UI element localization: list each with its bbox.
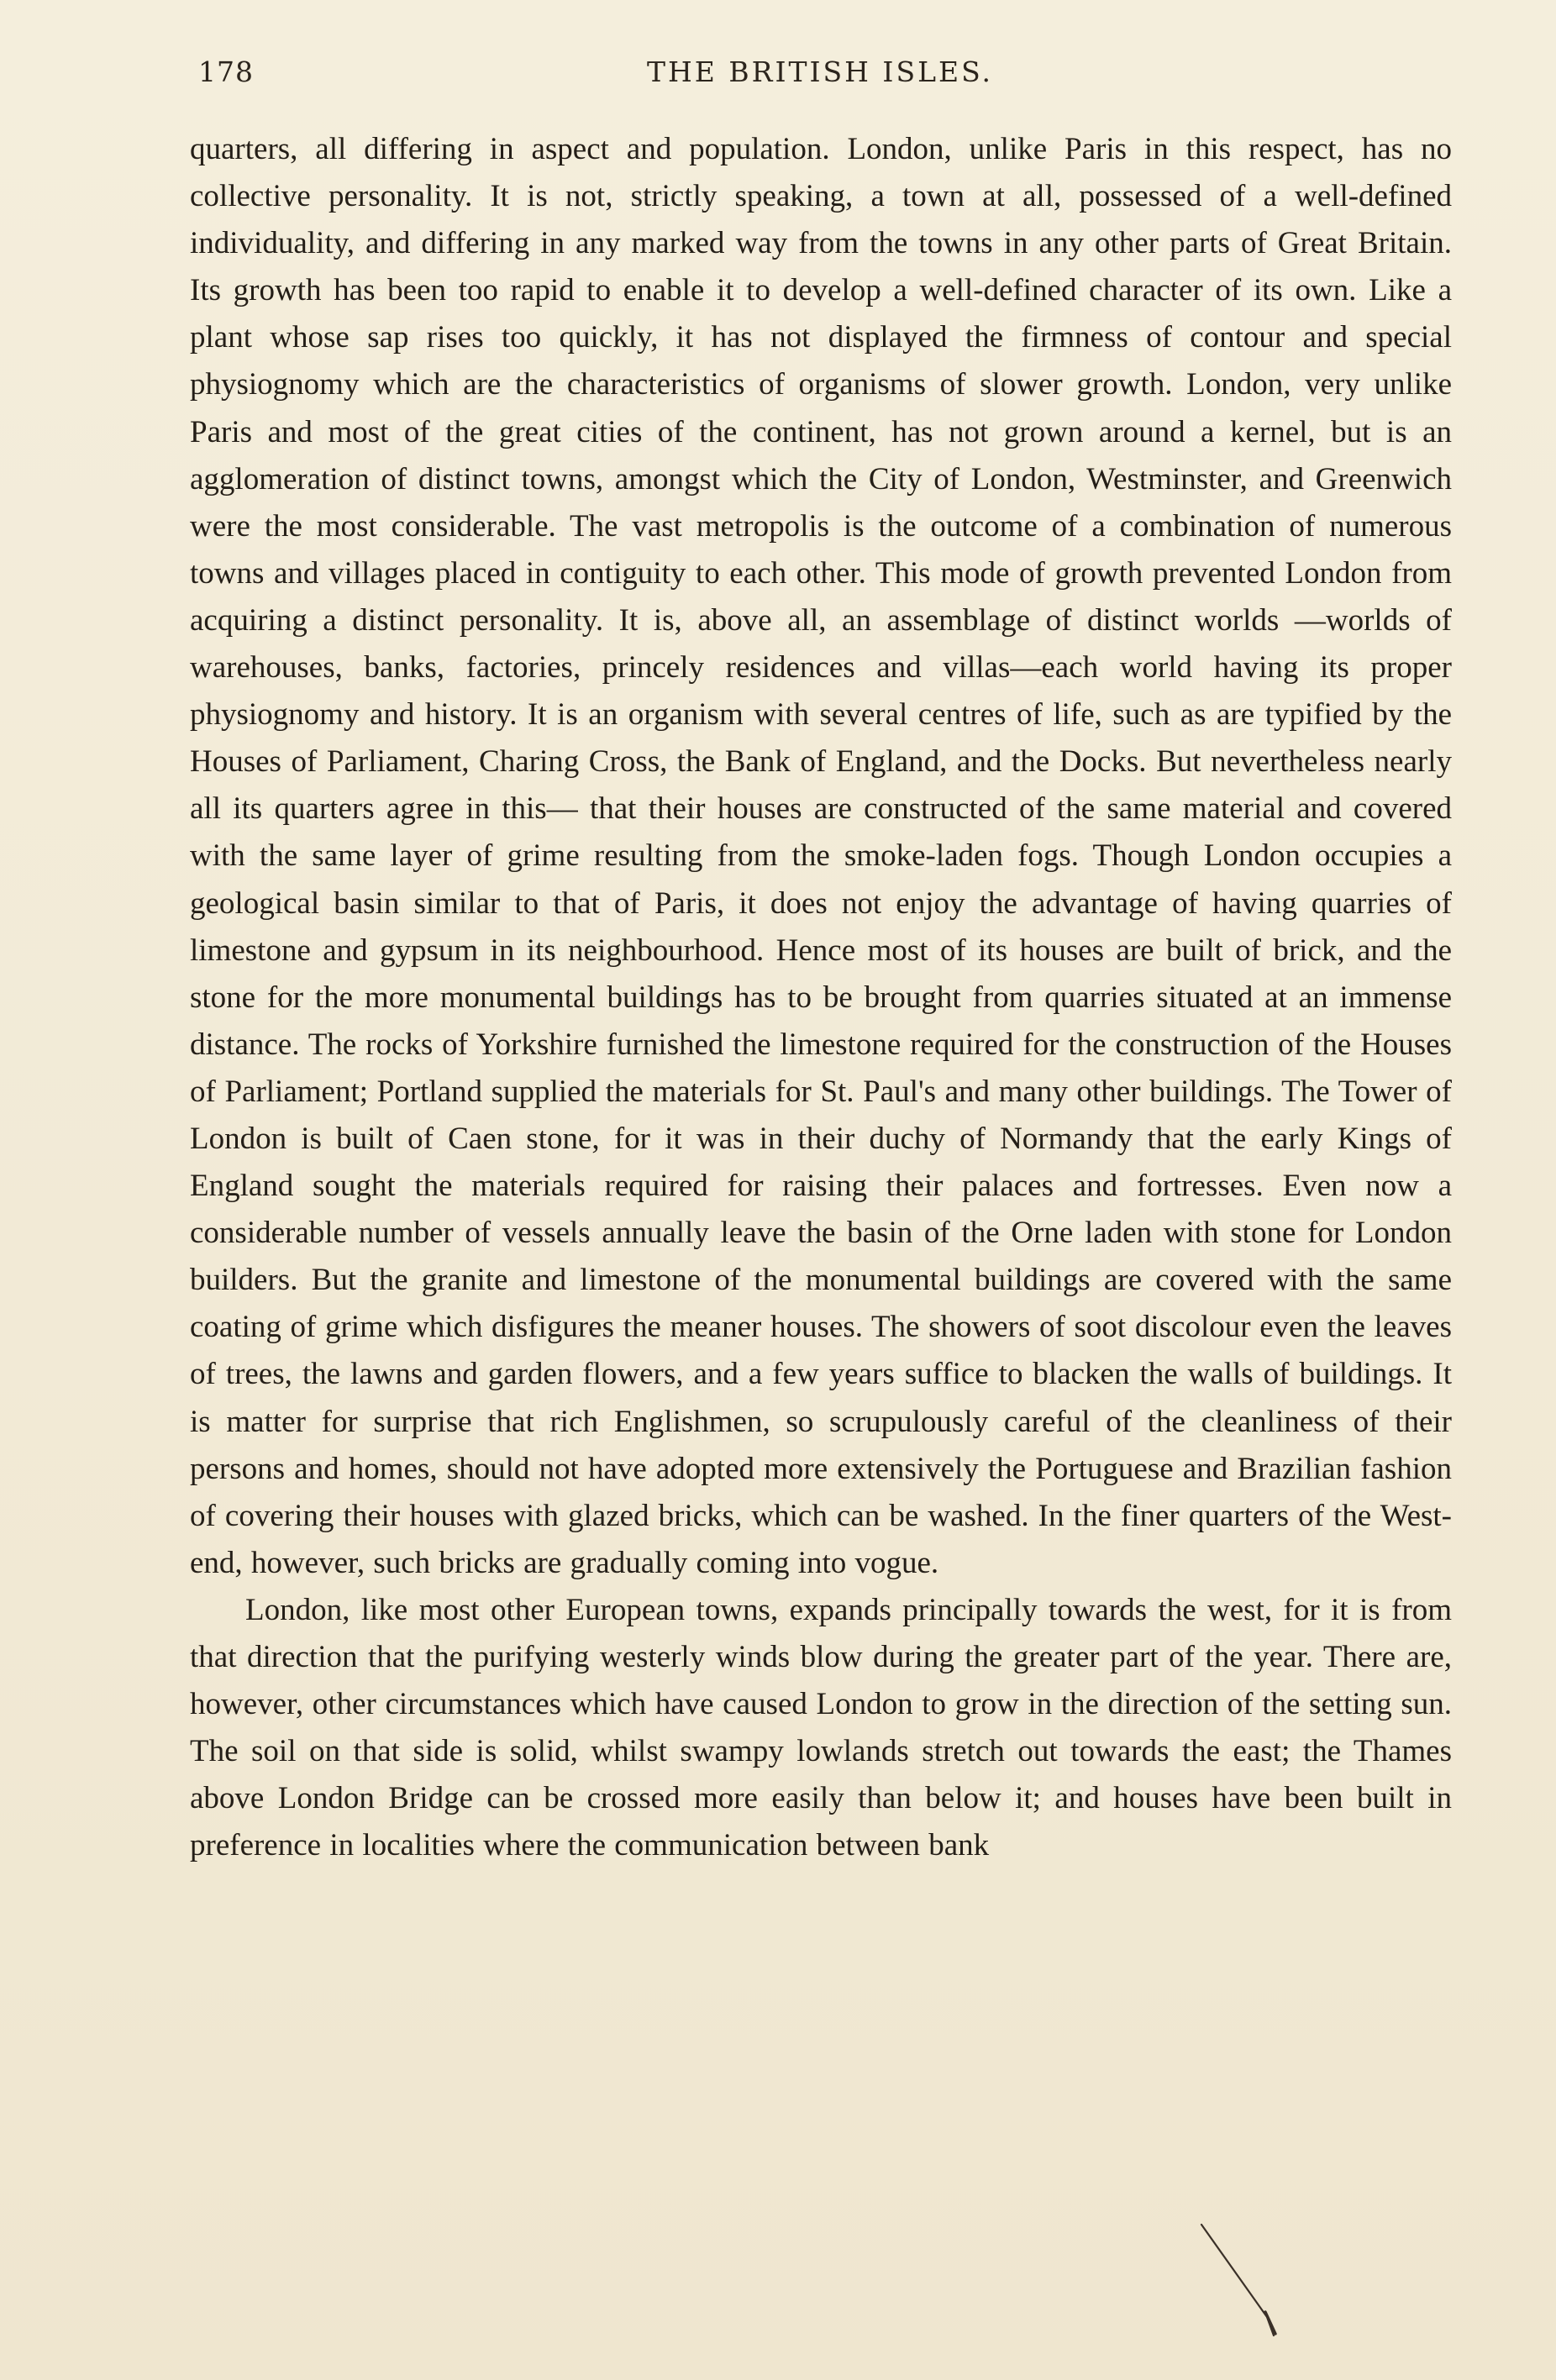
paragraph: London, like most other European towns, expands principally towards the west, for it is from that direction that the purifying westerly winds blow during the greater part of the year. There are, however, other circumstances which have caused London to grow in the direction of the setting sun. The soil on that side is solid, whilst swampy lowlands stretch out towards the east; the Thames above London Bridge can be crossed more easily than below it; and houses have been built in preference in localities where the communication between bank [190, 1592, 1452, 1863]
pencil-stroke-mark [1193, 2218, 1294, 2344]
paragraph: quarters, all differing in aspect and population. London, unlike Paris in this respect, has no collective personality. It is not, strictly speaking, a town at all, possessed of a well-defined individuality, and differing in any marked way from the towns in any other parts of Great Britain. Its growth has been too rapid to enable it to develop a well-defined character of its own. Like a plant whose sap rises too quickly, it has not displayed the firmness of contour and special physiognomy which are the characteristics of organisms of slower growth. London, very unlike Paris and most of the great cities of the continent, has not grown around a kernel, but is an agglomeration of distinct towns, amongst which the City of London, Westminster, and Greenwich were the most considerable. The vast metropolis is the outcome of a combination of numerous towns and villages placed in contiguity to each other. This mode of growth prevented London from acquiring a distinct personality. It is, above all, an assemblage of distinct worlds —worlds of warehouses, banks, factories, princely residences and villas—each world having its proper physiognomy and history. It is an organism with several centres of life, such as are typified by the Houses of Parliament, Charing Cross, the Bank of England, and the Docks. But nevertheless nearly all its quarters agree in this— that their houses are constructed of the same material and covered with the same layer of grime resulting from the smoke-laden fogs. Though London occupies a geological basin similar to that of Paris, it does not enjoy the advantage of having quarries of limestone and gypsum in its neighbourhood. Hence most of its houses are built of brick, and the stone for the more monumental buildings has to be brought from quarries situated at an immense distance. The rocks of Yorkshire furnished the limestone required for the construction of the Houses of Parliament; Portland supplied the materials for St. Paul's and many other buildings. The Tower of London is built of Caen stone, for it was in their duchy of Normandy that the early Kings of England sought the materials required for raising their palaces and fortresses. Even now a considerable number of vessels annually leave the basin of the Orne laden with stone for London builders. But the granite and limestone of the monumental buildings are covered with the same coating of grime which disfigures the meaner houses. The showers of soot discolour even the leaves of trees, the lawns and garden flowers, and a few years suffice to blacken the walls of buildings. It is matter for surprise that rich Englishmen, so scrupulously careful of the cleanliness of their persons and homes, should not have adopted more extensively the Portuguese and Brazilian fashion of covering their houses with glazed bricks, which can be washed. In the finer quarters of the West-end, however, such bricks are gradually coming into vogue. [190, 132, 1452, 1580]
body-text [190, 126, 1452, 1869]
page-number: 178 [198, 55, 254, 88]
running-title: THE BRITISH ISLES. [647, 55, 993, 88]
page-header [198, 55, 1442, 106]
